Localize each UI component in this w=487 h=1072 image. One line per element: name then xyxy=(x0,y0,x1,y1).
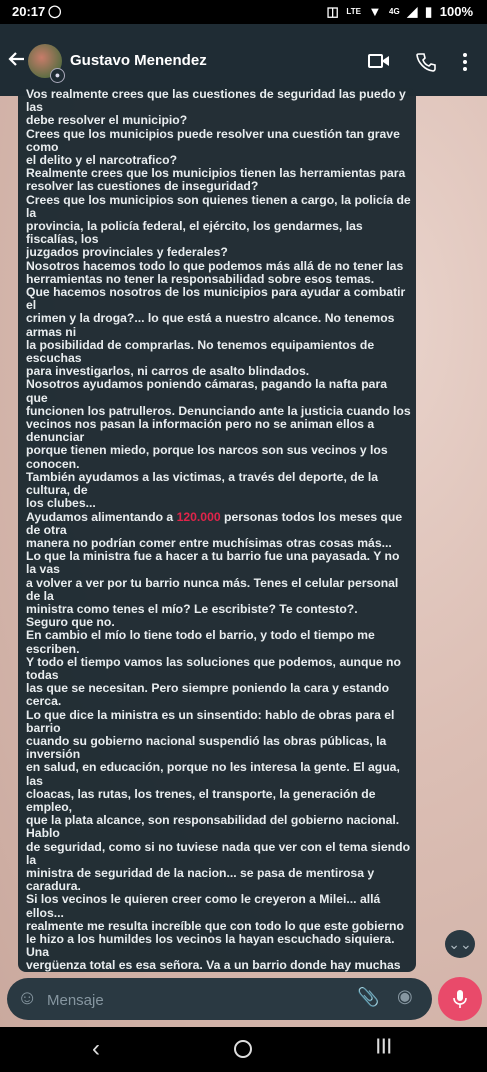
scroll-down-icon[interactable]: ⌄⌄ xyxy=(445,930,475,958)
message-line: Lo que la ministra fue a hacer a tu barrio fue una payasada. Y no la vas xyxy=(26,549,403,577)
system-nav-bar xyxy=(0,1027,487,1072)
message-line: vergüenza total es esa señora. Va a un barrio donde hay muchas xyxy=(26,958,401,972)
message-line: para investigarlos, ni carros de asalto blindados. xyxy=(26,364,310,379)
message-line: Nosotros hacemos todo lo que podemos más allá de no tener las xyxy=(26,258,404,273)
status-icons xyxy=(322,4,473,20)
message-line: Nosotros ayudamos poniendo cámaras, pagando la nafta para que xyxy=(26,377,391,405)
more-options-icon[interactable] xyxy=(462,52,468,77)
message-line: Lo que dice la ministra es un sinsentido: hablo de obras para el barrio xyxy=(26,707,398,735)
message-line: Crees que los municipios son quienes tienen a cargo, la policía de la xyxy=(26,192,411,220)
contact-name[interactable]: Gustavo Menendez xyxy=(70,52,207,69)
message-line: la posibilidad de comprarlas. No tenemos equipamientos de escuchas xyxy=(26,337,378,366)
wifi-icon: ▼ xyxy=(368,4,382,19)
network-label: 4G xyxy=(389,7,400,16)
whatsapp-notification-icon: ◯ xyxy=(48,4,62,18)
mic-icon[interactable] xyxy=(438,977,482,1021)
message-line: provincia, la policía federal, el ejército, los gendarmes, las fiscalías, los xyxy=(26,219,367,247)
battery-icon: ▮ xyxy=(424,4,433,19)
message-line: Crees que los municipios puede resolver una cuestión tan grave como xyxy=(26,126,404,154)
message-line: Que hacemos nosotros de los municipios para ayudar a combatir el xyxy=(26,285,409,313)
message-line: cuando su gobierno nacional suspendió las obras públicas, la inversión xyxy=(26,733,390,762)
message-line-prefix: Ayudamos alimentando a xyxy=(26,509,177,524)
lte-label: LTE xyxy=(346,7,361,16)
nav-home-icon[interactable] xyxy=(234,1040,252,1058)
status-bar xyxy=(0,0,487,24)
message-line: en salud, en educación, porque no les interesa la gente. El agua, las xyxy=(26,760,404,788)
chat-header xyxy=(0,24,487,96)
signal-icon: ◢ xyxy=(407,4,418,19)
sim-icon: ◫ xyxy=(326,4,339,19)
message-line: vecinos nos pasan la información pero no se animan ellos a denunciar xyxy=(26,417,378,445)
message-line: a volver a ver por tu barrio nunca más. Tenes el celular personal de la xyxy=(26,575,402,603)
message-line: Realmente crees que los municipios tienen las herramientas para xyxy=(26,166,406,181)
message-line: ministra de seguridad de la nacion... se pasa de mentirosa y caradura. xyxy=(26,865,378,894)
battery-level: 100% xyxy=(439,4,473,19)
message-line: juzgados provinciales y federales? xyxy=(26,245,228,260)
nav-recents-icon[interactable]: ||| xyxy=(376,1037,393,1054)
message-line: crimen y la droga?... lo que está a nuestro alcance. No tenemos armas ni xyxy=(26,311,398,339)
emoji-icon[interactable]: ☺ xyxy=(17,987,38,1009)
video-call-icon[interactable] xyxy=(368,52,390,75)
message-line: Si los vecinos le quieren creer como le creyeron a Milei... allá ellos... xyxy=(26,892,384,920)
message-text[interactable] xyxy=(26,88,412,972)
message-line: Y todo el tiempo vamos las soluciones que podemos, aunque no todas xyxy=(26,654,405,682)
message-line: funcionen los patrulleros. Denunciando ante la justicia cuando los xyxy=(26,403,411,418)
nav-back-icon[interactable]: ‹ xyxy=(92,1035,100,1062)
message-input[interactable] xyxy=(45,988,349,1012)
highlighted-number: 120.000 xyxy=(176,509,221,524)
phone-icon[interactable] xyxy=(416,52,436,77)
message-line: le hizo a los humildes los vecinos la hayan escuchado siquiera. Una xyxy=(26,932,398,960)
message-line: debe resolver el municipio? xyxy=(26,113,188,128)
message-line: porque tienen miedo, porque los narcos son sus vecinos y los conocen. xyxy=(26,443,392,471)
attach-icon[interactable]: 📎 xyxy=(357,987,380,1007)
message-line: También ayudamos a las victimas, a través del deporte, de la cultura, de xyxy=(26,469,382,498)
message-line: cloacas, las rutas, los trenes, el transporte, la generación de empleo, xyxy=(26,786,379,814)
message-line: las que se necesitan. Pero siempre poniendo la cara y estando cerca. xyxy=(26,681,393,709)
message-line xyxy=(26,511,412,537)
message-line: de seguridad, como si no tuviese nada que ver con el tema siendo la xyxy=(26,839,411,867)
message-line: los clubes... xyxy=(26,496,96,511)
message-line: realmente me resulta increíble que con todo lo que este gobierno xyxy=(26,918,404,933)
status-time: 20:17 xyxy=(12,4,46,19)
message-line: Vos realmente crees que las cuestiones de seguridad las puedo y las xyxy=(26,88,410,115)
message-line: En cambio el mío lo tiene todo el barrio, y todo el tiempo me escriben. xyxy=(26,628,379,656)
status-ring-icon: ● xyxy=(50,68,65,83)
back-arrow-icon[interactable] xyxy=(6,49,26,75)
message-line: Seguro que no. xyxy=(26,615,115,630)
message-line: herramientas no tener la responsabilidad sobre esos temas. xyxy=(26,271,375,286)
message-line: que la plata alcance, son responsabilidad del gobierno nacional. Hablo xyxy=(26,813,403,841)
message-line: resolver las cuestiones de inseguridad? xyxy=(26,179,259,194)
camera-icon[interactable]: ◉ xyxy=(397,986,413,1006)
message-line-suffix: personas todos los meses que de otra xyxy=(26,509,406,537)
message-input-bar xyxy=(7,978,432,1020)
message-line: ministra como tenes el mío? Le escribiste? Te contesto?. xyxy=(26,601,358,616)
message-line: el delito y el narcotrafico? xyxy=(26,153,178,168)
message-line: manera no podrían comer entre muchísimas otras cosas más... xyxy=(26,535,392,550)
